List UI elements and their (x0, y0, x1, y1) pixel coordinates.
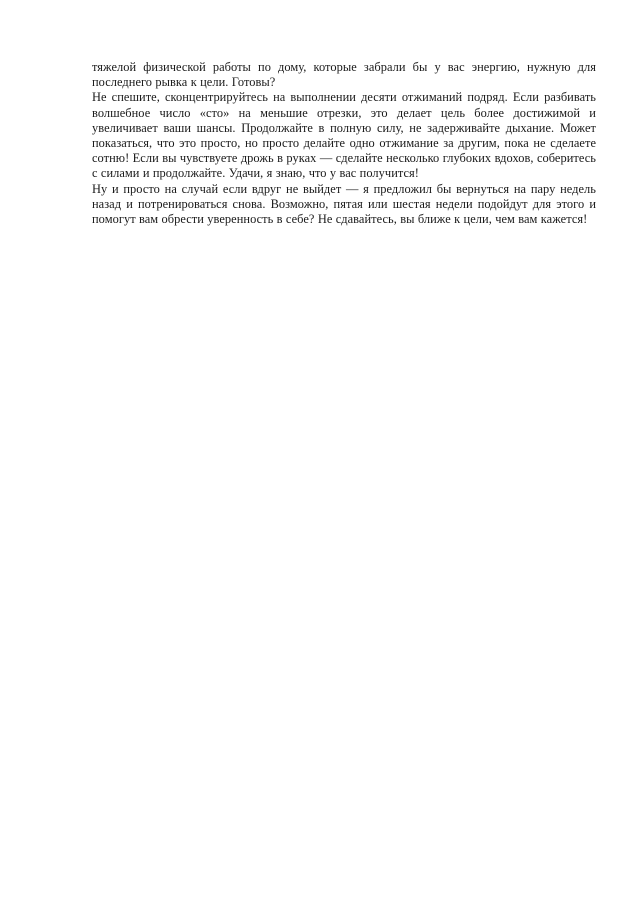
paragraph-3: Ну и просто на случай если вдруг не выйдет — я предложил бы вернуться на пару недель назад и потренироваться снова. Возможно, пятая или шестая недели подойдут для этого и помогут вам обрести уверенность в себе? Не сдавайтесь, вы ближе к цели, чем вам кажется! (92, 181, 596, 227)
document-body (92, 60, 596, 227)
paragraph-1: тяжелой физической работы по дому, которые забрали бы у вас энергию, нужную для последнего рывка к цели. Готовы? (92, 60, 596, 90)
paragraph-2: Не спешите, сконцентрируйтесь на выполнении десяти отжиманий подряд. Если разбивать волшебное число «сто» на меньшие отрезки, это делает цель более достижимой и увеличивает ваши шансы. Продолжайте в полную силу, не задерживайте дыхание. Может показаться, что это просто, но просто делайте одно отжимание за другим, пока не сделаете сотню! Если вы чувствуете дрожь в руках — сделайте несколько глубоких вдохов, соберитесь с силами и продолжайте. Удачи, я знаю, что у вас получится! (92, 90, 596, 181)
